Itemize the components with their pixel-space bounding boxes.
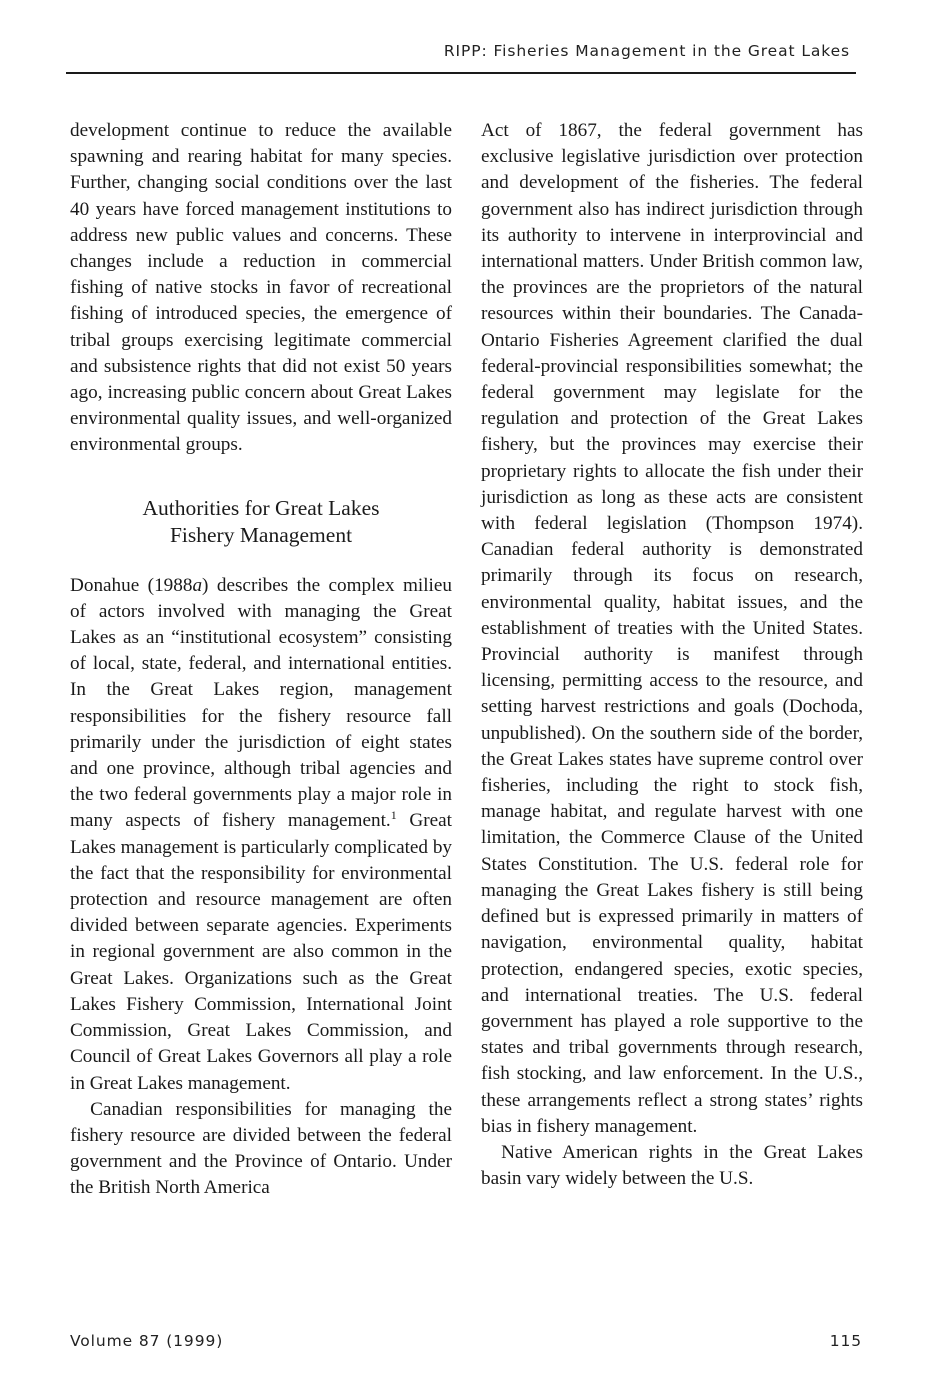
page-number: 115	[829, 1332, 862, 1350]
header-rule	[66, 72, 856, 74]
paragraph-continued: development continue to reduce the available spawning and rearing habitat for many species. Further, changing social conditions over the last 40 years have forced management institutions to address new public values and concerns. These changes include a reduction in commercial fishing of native stocks in favor of recreational fishing of introduced species, the emergence of tribal groups exercising legitimate commercial and subsistence rights that did not exist 50 years ago, increasing public concern about Great Lakes environmental quality issues, and well-organized environmental groups.	[70, 120, 452, 456]
paragraph-canadian: Canadian responsibilities for managing the fishery resource are divided between the federal government and the Province of Ontario. Under the British North America	[70, 1098, 452, 1199]
left-column	[70, 118, 452, 1202]
right-column	[481, 118, 863, 1192]
section-heading	[70, 495, 452, 549]
running-head: RIPP: Fisheries Management in the Great Lakes	[443, 42, 850, 60]
citation-author: Donahue (1988	[70, 574, 193, 596]
paragraph-text: ) describes the complex milieu of actors involved with managing the Great Lakes as an “institutional ecosystem” consisting of local, state, federal, and international entities. In the Great Lakes region, management responsibilities for the fishery resource fall primarily under the jurisdiction of eight states and one province, although tribal agencies and the two federal governments play a major role in many aspects of fishery management.	[70, 574, 453, 832]
paragraph-native-american: Native American rights in the Great Lakes basin vary widely between the U.S.	[481, 1141, 863, 1190]
paragraph-text: Great Lakes management is particularly complicated by the fact that the responsibility for environmental protection and resource management are often divided between separate agencies. Experiments in regional government are also common in the Great Lakes. Organizations such as the Great Lakes Fishery Commission, International Joint Commission, Great Lakes Commission, and Council of Great Lakes Governors all play a role in Great Lakes management.	[70, 810, 453, 1094]
paragraph-donahue	[70, 573, 452, 1097]
section-heading-line2: Fishery Management	[169, 522, 353, 547]
volume-label: Volume 87 (1999)	[70, 1332, 224, 1350]
paragraph-continued: Act of 1867, the federal government has exclusive legislative jurisdiction over protection and development of the fisheries. The federal government also has indirect jurisdiction through its authority to intervene in interprovincial and international matters. Under British common law, the provinces are the proprietors of the natural resources within their boundaries. The Canada-Ontario Fisheries Agreement clarified the dual federal-provincial responsibilities somewhat; the federal government may legislate for the regulation and protection of the Great Lakes fishery, but the provinces may exercise their proprietary rights to allocate the fish under their jurisdiction as long as these acts are consistent with federal legislation (Thompson 1974). Canadian federal authority is demonstrated primarily through its focus on research, environmental quality, habitat issues, and the establishment of treaties with the United States. Provincial authority is manifest through licensing, permitting access to the resource, and setting harvest restrictions and goals (Dochoda, unpublished). On the southern side of the border, the Great Lakes states have supreme control over fisheries, including the right to stock fish, manage habitat, and regulate harvest with one limitation, the Commerce Clause of the United States Constitution. The U.S. federal role for managing the Great Lakes fishery is still being defined but is expressed primarily in matters of navigation, environmental quality, habitat protection, endangered species, exotic species, and international treaties. The U.S. federal government has played a role supportive to the states and tribal governments through research, fish stocking, and law enforcement. In the U.S., these arrangements reflect a strong states’ rights bias in fishery management.	[481, 120, 863, 1137]
citation-letter: a	[192, 574, 203, 596]
footnote-marker: 1	[390, 808, 397, 823]
section-heading-line1: Authorities for Great Lakes	[142, 495, 380, 520]
